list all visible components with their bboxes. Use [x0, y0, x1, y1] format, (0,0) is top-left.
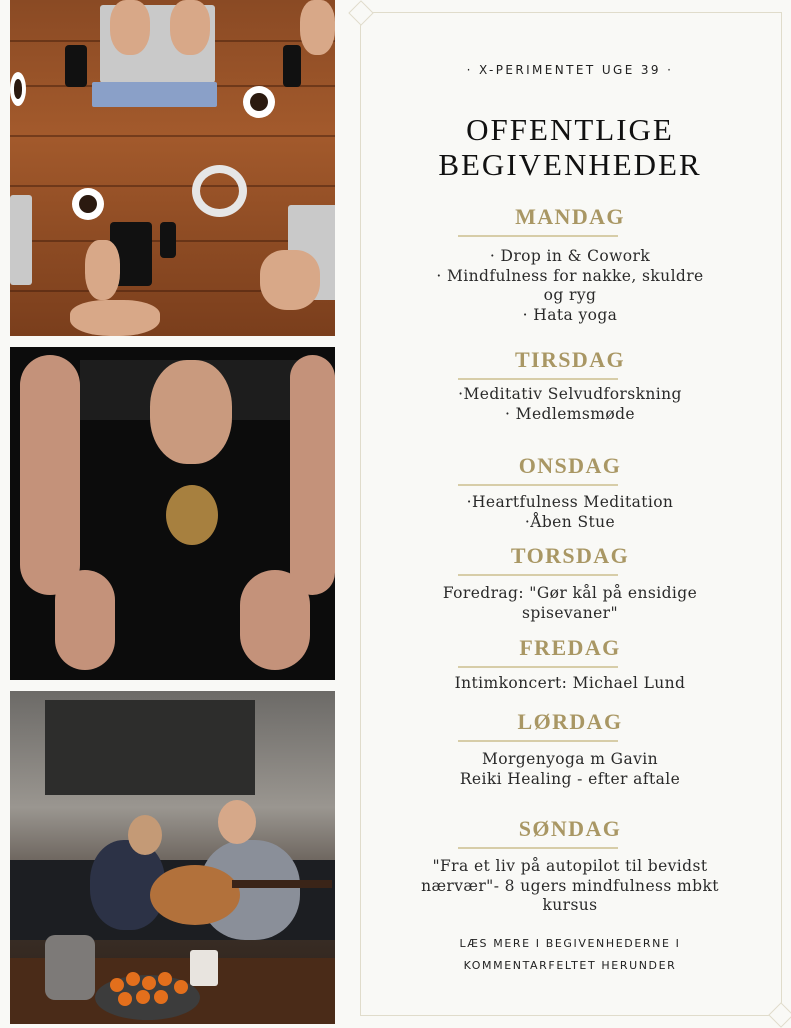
- event-item: ·Heartfulness Meditation: [466, 493, 674, 511]
- footer-line: KOMMENTARFELTET HERUNDER: [463, 959, 677, 972]
- day-heading-fredag: FREDAG: [519, 635, 621, 660]
- person-head: [128, 815, 162, 855]
- event-item: Intimkoncert: Michael Lund: [454, 674, 686, 692]
- divider: [458, 378, 618, 380]
- day-items-sondag: [352, 857, 788, 916]
- hand: [85, 240, 120, 300]
- mug: [190, 950, 218, 986]
- laptop: [10, 195, 32, 285]
- day-items-lordag: [352, 750, 788, 789]
- event-item: · Medlemsmøde: [505, 404, 635, 423]
- page-title: [352, 112, 788, 182]
- orange: [174, 980, 188, 994]
- day-items-tirsdag: [352, 385, 788, 424]
- guitar: [150, 865, 240, 925]
- phone: [283, 45, 301, 87]
- day-items-torsdag: [352, 584, 788, 623]
- divider: [458, 666, 618, 668]
- hand: [300, 0, 335, 55]
- day-heading-lordag: LØRDAG: [517, 709, 623, 734]
- day-items-fredag: [352, 674, 788, 694]
- foot: [240, 570, 310, 670]
- person-head: [218, 800, 256, 844]
- divider: [458, 847, 618, 849]
- day-heading-tirsdag: TIRSDAG: [514, 347, 626, 372]
- event-item: "Fra et liv på autopilot til bevidst: [432, 857, 708, 875]
- arm: [290, 355, 335, 595]
- foot: [55, 570, 115, 670]
- week-label: · X-PERIMENTET UGE 39 ·: [466, 63, 674, 77]
- event-item: · Drop in & Cowork: [489, 247, 651, 265]
- event-item: · Mindfulness for nakke, skuldre: [436, 266, 704, 285]
- wood-plank: [10, 135, 335, 137]
- coffee-cup: [243, 86, 275, 118]
- divider: [458, 740, 618, 742]
- day-heading-sondag: SØNDAG: [518, 816, 622, 841]
- event-item: ·Meditativ Selvudforskning: [458, 385, 682, 403]
- event-item: Foredrag: "Gør kål på ensidige: [442, 584, 698, 602]
- divider: [458, 235, 618, 237]
- read-more-note: [352, 933, 788, 977]
- wall-painting: [45, 700, 255, 795]
- title-line: BEGIVENHEDER: [438, 147, 702, 182]
- phone: [65, 45, 87, 87]
- laptop-screen: [92, 82, 217, 107]
- hair: [166, 485, 218, 545]
- event-item: kursus: [542, 896, 598, 914]
- orange: [158, 972, 172, 986]
- face: [150, 360, 232, 464]
- divider: [458, 574, 618, 576]
- arm: [20, 355, 80, 595]
- orange: [126, 972, 140, 986]
- footer-line: LÆS MERE I BEGIVENHEDERNE I: [459, 937, 681, 950]
- orange: [154, 990, 168, 1004]
- orange: [136, 990, 150, 1004]
- day-heading-mandag: MANDAG: [515, 204, 625, 229]
- event-item: nærvær"- 8 ugers mindfulness mbkt: [421, 876, 719, 895]
- guitar-neck: [232, 880, 332, 888]
- divider: [458, 484, 618, 486]
- coffee-cup: [72, 188, 104, 220]
- orange: [118, 992, 132, 1006]
- event-item: Morgenyoga m Gavin: [481, 750, 658, 768]
- day-heading-onsdag: ONSDAG: [518, 453, 622, 478]
- hand: [70, 300, 160, 336]
- event-item: og ryg: [543, 286, 597, 304]
- day-items-mandag: [352, 247, 788, 325]
- hand: [110, 0, 150, 55]
- event-item: Reiki Healing - efter aftale: [459, 769, 681, 788]
- headphones: [192, 165, 247, 217]
- event-item: spisevaner": [521, 603, 619, 622]
- event-item: · Hata yoga: [522, 305, 618, 324]
- event-item: ·Åben Stue: [524, 512, 616, 531]
- day-heading-torsdag: TORSDAG: [510, 543, 630, 568]
- hand: [260, 250, 320, 310]
- kettle: [45, 935, 95, 1000]
- day-items-onsdag: [352, 493, 788, 532]
- phone: [160, 222, 176, 258]
- title-line: OFFENTLIGE: [466, 112, 674, 147]
- orange: [110, 978, 124, 992]
- coffee-cup: [10, 72, 26, 106]
- hand: [170, 0, 210, 55]
- wood-plank: [10, 185, 335, 187]
- coworking-photo: [10, 0, 335, 336]
- orange: [142, 976, 156, 990]
